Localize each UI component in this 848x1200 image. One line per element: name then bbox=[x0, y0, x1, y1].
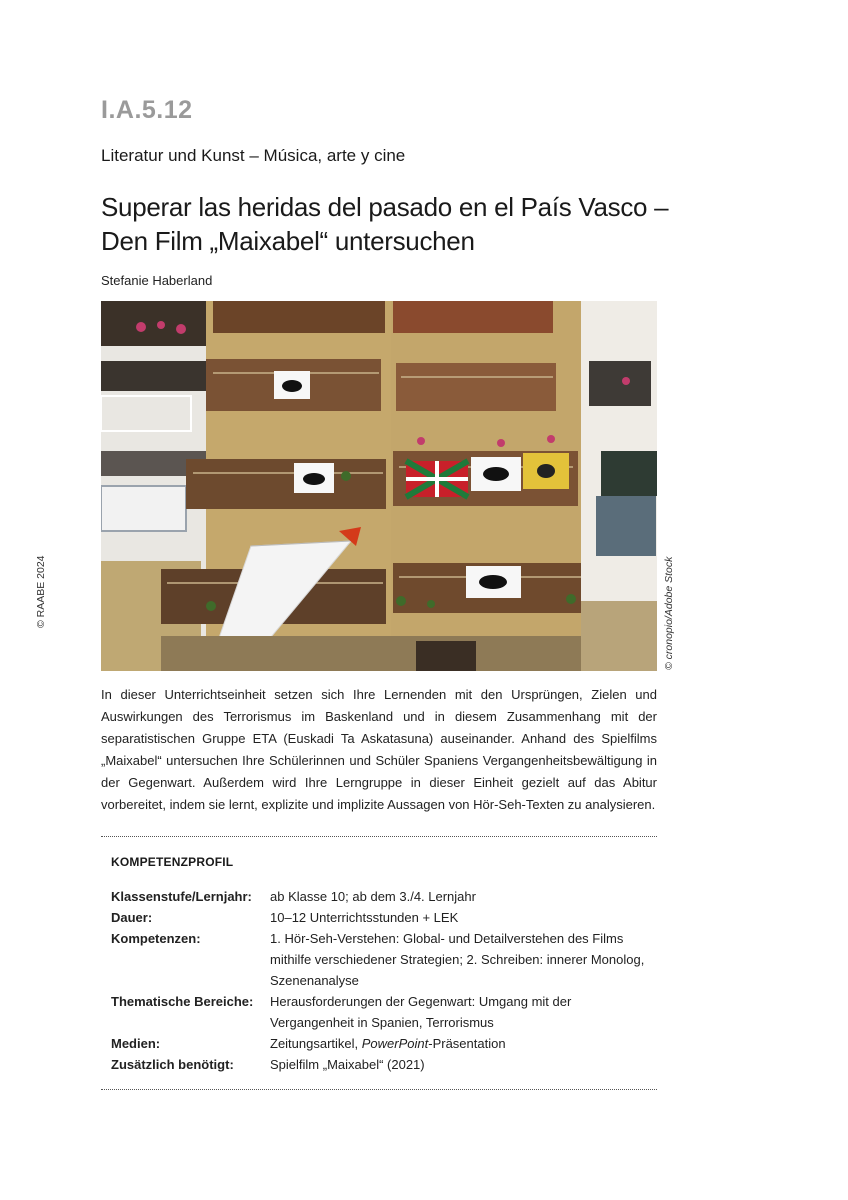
title-line-2: Den Film „Maixabel“ untersuchen bbox=[101, 226, 475, 256]
profile-row bbox=[111, 886, 651, 907]
profile-label: Dauer: bbox=[111, 910, 153, 925]
divider-bottom bbox=[101, 1089, 657, 1090]
competence-profile bbox=[111, 886, 651, 1075]
copyright-notice: © RAABE 2024 bbox=[35, 555, 47, 628]
media-suffix: -Präsentation bbox=[428, 1036, 506, 1051]
profile-heading: KOMPETENZPROFIL bbox=[111, 855, 234, 869]
profile-row bbox=[111, 1054, 651, 1075]
media-emphasis: PowerPoint bbox=[361, 1036, 429, 1051]
profile-row bbox=[111, 991, 651, 1033]
cover-photo bbox=[101, 301, 657, 671]
profile-value: ab Klasse 10; ab dem 3./4. Lernjahr bbox=[270, 889, 476, 904]
profile-value: 10–12 Unterrichtsstunden + LEK bbox=[270, 910, 459, 925]
subject-line: Literatur und Kunst – Música, arte y cine bbox=[101, 146, 406, 165]
intro-paragraph: In dieser Unterrichtseinheit setzen sich Ihre Lernenden mit den Ursprüngen, Zielen und Auswirkungen des Terrorismus im Baskenland und in diesem Zusammenhang mit der separatistischen Gruppe ETA (Euskadi Ta Askatasuna) auseinander. Anhand des Spielfilms „Maixabel“ untersuchen Ihre Schülerinnen und Schüler Spaniens Vergangenheitsbewältigung in der Gegenwart. Außerdem wird Ihre Lerngruppe in dieser Einheit gezielt auf das Abitur vorbereitet, indem sie lernt, explizite und implizite Aussagen von Hör-Seh-Texten zu analysieren. bbox=[101, 687, 657, 812]
profile-row bbox=[111, 928, 651, 991]
profile-row bbox=[111, 1033, 651, 1054]
profile-row bbox=[111, 907, 651, 928]
profile-value: Spielfilm „Maixabel“ (2021) bbox=[270, 1057, 425, 1072]
unit-code: I.A.5.12 bbox=[101, 96, 193, 124]
profile-value bbox=[270, 1033, 651, 1054]
divider-top bbox=[101, 836, 657, 837]
page-title bbox=[101, 190, 701, 258]
profile-label: Kompetenzen: bbox=[111, 931, 201, 946]
profile-label: Thematische Bereiche: bbox=[111, 994, 254, 1009]
profile-label: Klassenstufe/Lernjahr: bbox=[111, 889, 252, 904]
profile-label: Zusätzlich benötigt: bbox=[111, 1057, 234, 1072]
photo-credit: © cronopio/Adobe Stock bbox=[663, 556, 675, 670]
profile-value: Herausforderungen der Gegenwart: Umgang mit der Vergangenheit in Spanien, Terrorismus bbox=[270, 994, 572, 1030]
media-text: Zeitungsartikel, bbox=[270, 1036, 362, 1051]
title-line-1: Superar las heridas del pasado en el País Vasco – bbox=[101, 192, 669, 222]
profile-value: 1. Hör-Seh-Verstehen: Global- und Detailverstehen des Films mithilfe verschiedener Strategien; 2. Schreiben: innerer Monolog, Szenenanalyse bbox=[270, 931, 645, 988]
author: Stefanie Haberland bbox=[101, 273, 213, 288]
profile-label: Medien: bbox=[111, 1036, 161, 1051]
